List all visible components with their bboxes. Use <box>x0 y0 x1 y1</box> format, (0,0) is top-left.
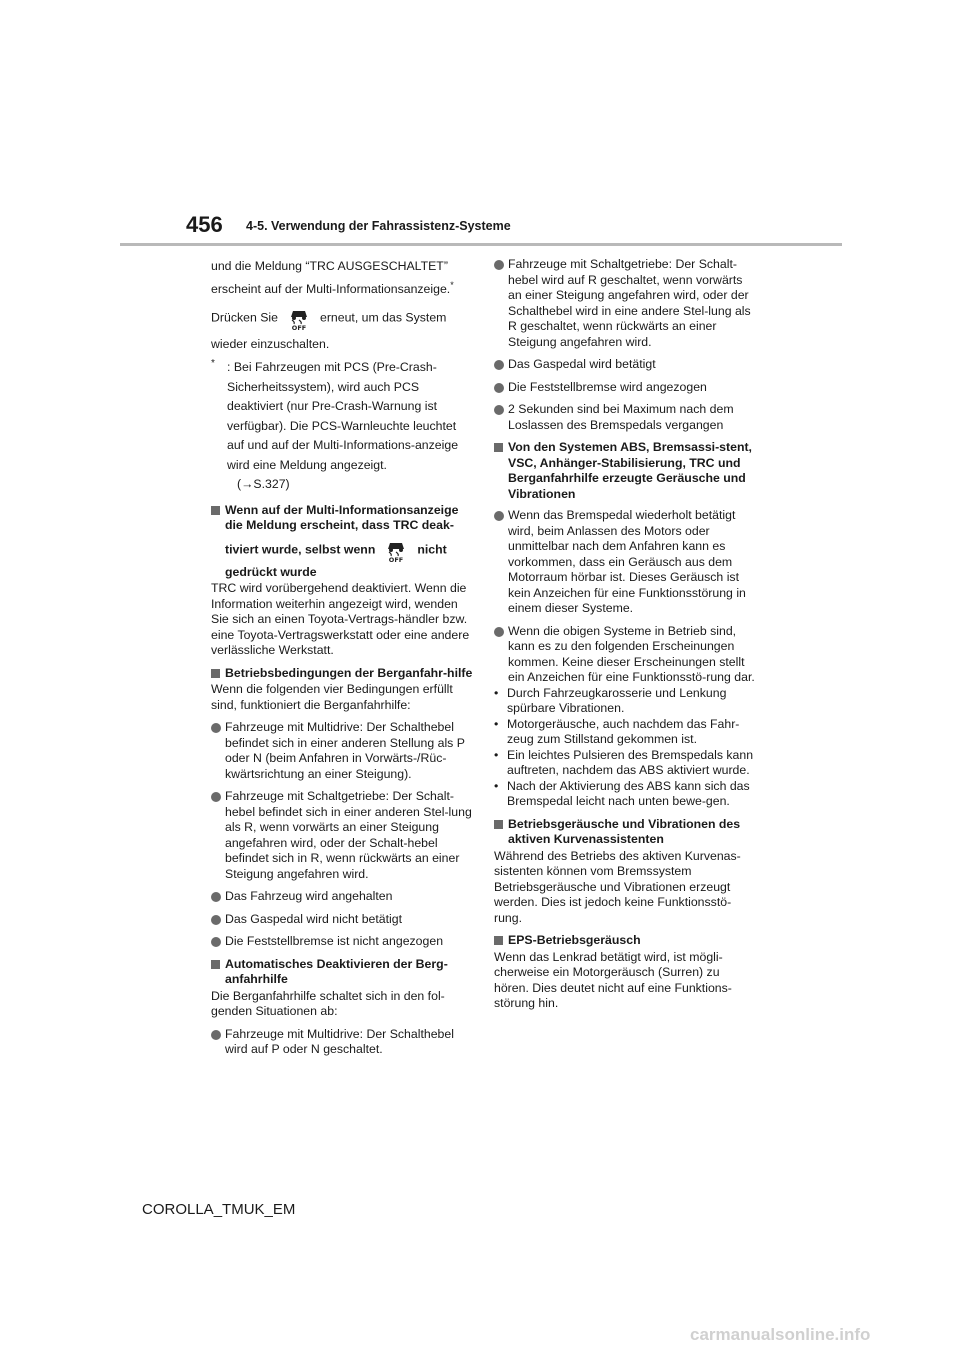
footnote-star: * <box>211 358 215 370</box>
heading-text: Von den Systemen ABS, Bremsassi-stent, VSC, Anhänger-Stabilisierung, TRC und Berganfahrhilfe erzeugte Geräusche und Vibrationen <box>508 440 752 501</box>
bullet-icon <box>494 260 504 270</box>
bullet-icon <box>494 383 504 393</box>
dash-item-text: Durch Fahrzeugkarosserie und Lenkung spürbare Vibrationen. <box>507 685 727 715</box>
footnote-text: : Bei Fahrzeugen mit PCS (Pre-Crash-Sicherheitssystem), wird auch PCS deaktiviert (nur Pre-Crash-Warnung ist verfügbar). Die PCS-Warnleuchte leuchtet auf und auf der Multi-Informations-anzeige wird eine Meldung angezeigt. <box>227 360 459 472</box>
hill-start-intro: Wenn die folgenden vier Bedingungen erfüllt sind, funktioniert die Berganfahrhilfe: <box>211 682 453 712</box>
eps-noise-text: Wenn das Lenkrad betätigt wird, ist mögli-cherweise ein Motorgeräusch (Surren) zu hören. Dies deutet nicht auf eine Funktions-störung hin. <box>494 949 732 1010</box>
dash-item-text: Nach der Aktivierung des ABS kann sich das Bremspedal leicht nach unten bewe-gen. <box>507 778 750 808</box>
press-after-text: erneut, um das System <box>319 310 447 325</box>
bullet-icon <box>494 360 504 370</box>
curve-assist-text: Während des Betriebs des aktiven Kurvenas-sistenten können vom Bremssystem Betriebsgeräusche und Vibrationen erzeugt werden. Dies ist jedoch keine Funktionsstö-rung. <box>494 848 741 925</box>
heading-square-icon <box>494 820 503 829</box>
bullet-icon <box>211 1030 221 1040</box>
bullet-icon <box>494 405 504 415</box>
heading-text: Betriebsgeräusche und Vibrationen des aktiven Kurvenassistenten <box>508 816 741 846</box>
heading-square-icon <box>211 960 220 969</box>
bullet-icon <box>494 511 504 521</box>
dash-marker: • <box>494 747 499 762</box>
dash-item-text: Ein leichtes Pulsieren des Bremspedals kann auftreten, nachdem das ABS aktiviert wurde. <box>507 747 754 777</box>
dash-marker: • <box>494 685 499 700</box>
vsc-off-icon <box>286 305 312 331</box>
intro-line-2 <box>211 276 473 299</box>
bullet-icon <box>211 892 221 902</box>
heading-line-2 <box>225 537 473 563</box>
list-item <box>494 402 756 433</box>
heading-square-icon <box>494 443 503 452</box>
list-item-text: Wenn das Bremspedal wiederholt betätigt wird, beim Anlassen des Motors oder unmittelbar nach dem Anfahren kann es vorkommen, dass ein Geräusch aus dem Motorraum hörbar ist. Dieses Geräusch ist kein Anzeichen für eine Funktionsstörung in einem dieser Systeme. <box>508 508 746 615</box>
dash-item <box>494 686 756 717</box>
right-column <box>494 257 756 1019</box>
heading-hill-start-conditions <box>211 666 473 682</box>
list-item-text: Das Gaspedal wird betätigt <box>508 357 656 371</box>
dash-item <box>494 717 756 748</box>
list-item <box>494 380 756 396</box>
heading-text: Automatisches Deaktivieren der Berg-anfahrhilfe <box>225 956 448 987</box>
list-item <box>211 912 473 928</box>
list-item <box>494 508 756 617</box>
trc-info-text: TRC wird vorübergehend deaktiviert. Wenn die Information weiterhin angezeigt wird, wenden Sie sich an einen Toyota-Vertrags-händler bzw. eine Toyota-Vertragswerkstatt oder eine andere verlässliche Werkstatt. <box>211 581 470 658</box>
header-divider <box>120 243 842 246</box>
auto-deactivation-intro: Die Berganfahrhilfe schaltet sich in den fol-genden Situationen ab: <box>211 988 445 1019</box>
heading-line-1: Wenn auf der Multi-Informationsanzeige die Meldung erscheint, dass TRC deak- <box>225 502 459 533</box>
press-line-2: wieder einzuschalten. <box>211 337 330 352</box>
list-item <box>211 934 473 950</box>
list-item-text: Fahrzeuge mit Schaltgetriebe: Der Schalt-hebel wird auf R geschaltet, wenn vorwärts an einer Steigung angefahren wird, oder der Schalthebel wird in eine andere Stel-lung als R geschaltet, wenn rückwärts an einer Steigung angefahren wird. <box>508 257 751 349</box>
list-item-text: Die Feststellbremse wird angezogen <box>508 379 707 394</box>
left-column <box>211 257 473 1065</box>
svg-text:OFF: OFF <box>291 324 307 332</box>
list-item <box>494 357 756 373</box>
list-item-text: 2 Sekunden sind bei Maximum nach dem Loslassen des Bremspedals vergangen <box>508 402 734 432</box>
heading-curve-assist-noises <box>494 817 756 848</box>
heading-line-3: gedrückt wurde <box>225 564 317 579</box>
list-item <box>211 720 473 782</box>
list-item <box>211 789 473 882</box>
bullet-icon <box>211 915 221 925</box>
list-item <box>494 624 756 686</box>
footnote <box>211 358 473 495</box>
vsc-off-icon <box>383 537 409 563</box>
dash-item <box>494 748 756 779</box>
dash-marker: • <box>494 716 499 731</box>
footnote-marker: * <box>450 280 454 290</box>
heading-square-icon <box>211 506 220 515</box>
heading-text: Betriebsbedingungen der Berganfahr-hilfe <box>225 665 473 680</box>
page-number: 456 <box>186 212 223 237</box>
intro-line-2-text: erscheint auf der Multi-Informationsanzeige. <box>211 282 451 297</box>
list-item-text: Das Fahrzeug wird angehalten <box>225 889 393 904</box>
intro-line-1: und die Meldung “TRC AUSGESCHALTET” <box>211 259 448 273</box>
heading-trc-deactivated <box>211 503 473 581</box>
bullet-icon <box>211 723 221 733</box>
list-item-text: Die Feststellbremse ist nicht angezogen <box>225 934 444 949</box>
dash-marker: • <box>494 778 499 793</box>
heading-eps-noise <box>494 933 756 949</box>
heading-after-text: nicht <box>417 541 447 556</box>
heading-text: EPS-Betriebsgeräusch <box>508 933 641 947</box>
bullet-icon <box>494 627 504 637</box>
dash-item-text: Motorgeräusche, auch nachdem das Fahr-zeug zum Stillstand gekommen ist. <box>507 716 740 746</box>
list-item <box>211 889 473 905</box>
heading-system-noises <box>494 440 756 502</box>
list-item-text: Fahrzeuge mit Multidrive: Der Schalthebel wird auf P oder N geschaltet. <box>225 1026 454 1057</box>
list-item-text: Fahrzeuge mit Schaltgetriebe: Der Schalt-hebel befindet sich in einer anderen Stel-lung als R, wenn vorwärts an einer Steigung angefahren wird, oder der Schalt-hebel befindet sich in R, wenn rückwärts an einer Steigung angefahren wird. <box>225 789 472 881</box>
section-title: 4-5. Verwendung der Fahrassistenz-Systeme <box>246 219 511 233</box>
list-item-text: Das Gaspedal wird nicht betätigt <box>225 911 403 926</box>
list-item-text: Fahrzeuge mit Multidrive: Der Schalthebel befindet sich in einer anderen Stellung als P oder N (beim Anfahren in Vorwärts-/Rüc-kwärtsrichtung an einer Steigung). <box>225 720 465 781</box>
watermark: carmanualsonline.info <box>690 1325 871 1344</box>
dash-item <box>494 779 756 810</box>
heading-square-icon <box>211 669 220 678</box>
press-before-text: Drücken Sie <box>211 310 278 325</box>
heading-auto-deactivation <box>211 957 473 988</box>
heading-square-icon <box>494 936 503 945</box>
list-item <box>211 1027 473 1058</box>
bullet-icon <box>211 937 221 947</box>
press-instruction <box>211 305 473 331</box>
document-code: COROLLA_TMUK_EM <box>142 1201 296 1218</box>
svg-text:OFF: OFF <box>389 555 404 563</box>
bullet-icon <box>211 792 221 802</box>
heading-before-text: tiviert wurde, selbst wenn <box>225 541 376 556</box>
footnote-page-ref: (→S.327) <box>237 477 290 492</box>
list-item <box>494 257 756 350</box>
list-item-text: Wenn die obigen Systeme in Betrieb sind, kann es zu den folgenden Erscheinungen kommen. Keine dieser Erscheinungen stellt ein Anzeichen für eine Funktionsstö-rung dar. <box>508 623 755 684</box>
